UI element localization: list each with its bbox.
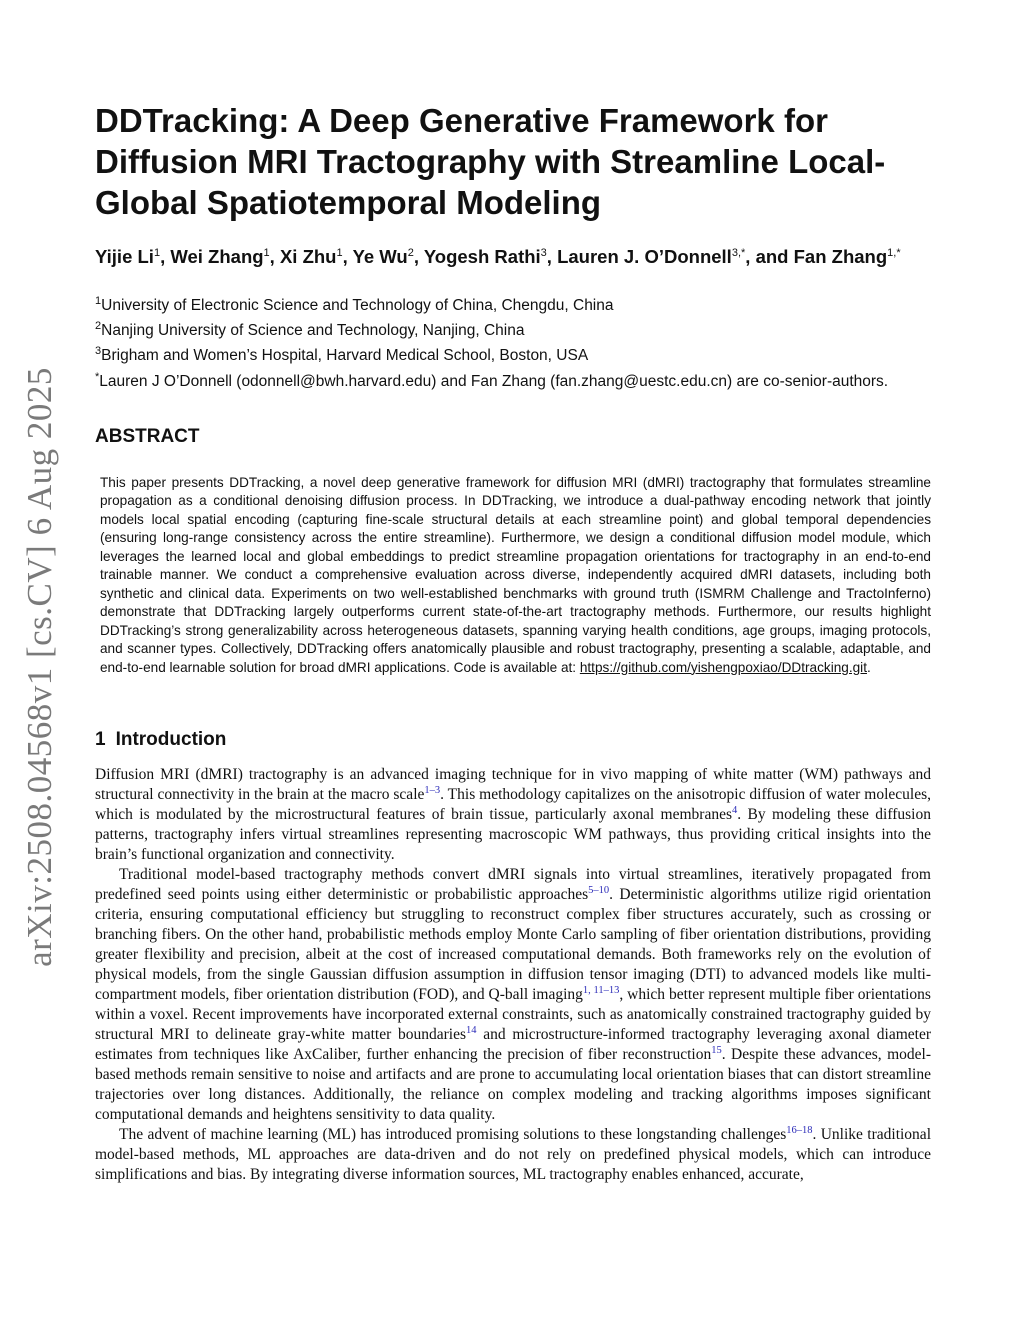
author-name: Fan Zhang [793, 246, 888, 268]
affiliation-line [95, 316, 931, 341]
affiliation-mark: 3 [95, 345, 102, 358]
abstract-heading: ABSTRACT [95, 425, 200, 447]
author-separator: , [160, 246, 171, 268]
affiliation-text: Nanjing University of Science and Technology, Nanjing, China [101, 322, 525, 340]
paragraph-text: Traditional model-based tractography methods convert dMRI signals into virtual streamlines, iteratively propagated from predefined seed points using either deterministic or probabilistic approaches [95, 866, 931, 904]
author-affiliation-mark: 1 [263, 247, 270, 259]
author-separator: , [269, 246, 280, 268]
abstract-end: . [866, 659, 871, 675]
author-separator: , and [745, 246, 794, 268]
author-separator: , [546, 246, 558, 268]
affiliation-line [95, 341, 931, 366]
affiliation-line [95, 291, 931, 316]
affiliation-list [95, 291, 931, 392]
paragraph-text: , which better represent multiple fiber orientations within a voxel. Recent improvements have incorporated external constraints, such as anatomically constrained tractography guided by structural MRI to delineate gray-white matter boundaries [95, 986, 931, 1044]
code-repository-link[interactable]: https://github.com/yishengpoxiao/DDtracking.git [579, 659, 867, 675]
affiliation-mark: 2 [95, 320, 102, 333]
citation-link[interactable]: 14 [466, 1025, 477, 1037]
affiliation-text: Brigham and Women’s Hospital, Harvard Medical School, Boston, USA [101, 347, 589, 365]
paragraph-text: and microstructure-informed tractography leveraging axonal diameter estimates from techniques like AxCaliber, further enhancing the precision of fiber reconstruction [95, 1026, 931, 1064]
citation-link[interactable]: 1–3 [424, 785, 441, 797]
paragraph-text: . By modeling these diffusion patterns, tractography infers virtual streamlines representing macroscopic WM pathways, thus providing critical insights into the brain’s functional organization and connectivity. [95, 806, 931, 864]
paragraph-text: . Deterministic algorithms utilize rigid orientation criteria, ensuring computational efficiency but struggling to reconstruct complex fiber structures accurately, such as crossing or branching fibers. On the other hand, probabilistic methods employ Monte Carlo sampling of fiber orientation distributions, providing greater flexibility and precision, albeit at the cost of increased computational demands. Both frameworks rely on the evolution of physical models, from the single Gaussian diffusion assumption in diffusion tensor imaging (DTI) to advanced models like multi-compartment models, fiber orientation distribution (FOD), and Q-ball imaging [95, 886, 931, 1004]
paragraph-text: . Unlike traditional model-based methods, ML approaches are data-driven and do not rely on predefined physical models, which can introduce simplifications and bias. By integrating diverse information sources, ML tractography enables enhanced, accurate, [95, 1126, 931, 1184]
author-separator: , [342, 246, 353, 268]
section-heading-introduction [95, 729, 931, 751]
citation-link[interactable]: 1, 11–13 [582, 985, 620, 997]
paragraph-text: . This methodology capitalizes on the anisotropic diffusion of water molecules, which is modulated by the microstructural features of brain tissue, particularly axonal membranes [95, 786, 931, 824]
affiliation-line [95, 367, 931, 392]
author-affiliation-mark: 3,* [731, 247, 746, 259]
author-name: Yijie Li [95, 246, 154, 268]
citation-link[interactable]: 15 [711, 1045, 722, 1057]
author-affiliation-mark: 1 [336, 247, 343, 259]
affiliation-mark: 1 [95, 295, 102, 308]
paper-page [95, 100, 931, 1185]
citation-link[interactable]: 4 [732, 805, 738, 817]
paragraph-text: . Despite these advances, model-based methods remain sensitive to noise and artifacts and are prone to accumulating local orientation biases that can distort streamline trajectories over long distances. Additionally, the reliance on complex modeling and tracking algorithms imposes significant computational demands and heightens sensitivity to data quality. [95, 1046, 931, 1124]
arxiv-sidebar-stamp [10, 367, 70, 967]
abstract-text: This paper presents DDTracking, a novel deep generative framework for diffusion MRI (dMRI) tractography that formulates streamline propagation as a conditional denoising diffusion process. In DDTracking, we introduce a dual-pathway encoding network that jointly models local spatial encoding (capturing fine-scale structural details at each streamline point) and global temporal dependencies (ensuring long-range consistency across the entire streamline). Furthermore, we design a conditional diffusion model module, which leverages the learned local and global embeddings to predict streamline propagation orientations for tractography in an end-to-end trainable manner. We conduct a comprehensive evaluation across diverse, independently acquired dMRI datasets, including both synthetic and clinical data. Experiments on two well-established benchmarks with ground truth (ISMRM Challenge and TractoInferno) demonstrate that DDTracking largely outperforms current state-of-the-art tractography methods. Furthermore, our results highlight DDTracking’s strong generalizability across heterogeneous datasets, spanning varying health conditions, age groups, imaging protocols, and scanner types. Collectively, DDTracking offers anatomically plausible and robust tractography, presenting a scalable, adaptable, and end-to-end learnable solution for broad dMRI applications. Code is available at: [100, 474, 931, 675]
introduction-body [95, 765, 931, 1185]
author-name: Wei Zhang [170, 246, 264, 268]
author-list [95, 241, 931, 269]
author-name: Lauren J. O’Donnell [557, 246, 732, 268]
affiliation-text: University of Electronic Science and Technology of China, Chengdu, China [101, 297, 614, 315]
author-affiliation-mark: 2 [407, 247, 414, 259]
section-number: 1 [95, 729, 106, 751]
author-name: Ye Wu [352, 246, 408, 268]
author-name: Xi Zhu [279, 246, 337, 268]
author-affiliation-mark: 1,* [887, 247, 901, 259]
paragraph-text: The advent of machine learning (ML) has introduced promising solutions to these longstanding challenges [119, 1126, 787, 1144]
citation-link[interactable]: 5–10 [588, 885, 610, 897]
author-affiliation-mark: 1 [153, 247, 161, 259]
affiliation-text: Lauren J O’Donnell (odonnell@bwh.harvard.edu) and Fan Zhang (fan.zhang@uestc.edu.cn) are co-senior-authors. [99, 372, 889, 390]
affiliation-mark: * [95, 370, 100, 383]
paragraph [95, 865, 931, 1125]
author-affiliation-mark: 3 [540, 247, 547, 259]
abstract-body [100, 474, 931, 678]
arxiv-identifier: arXiv:2508.04568v1 [cs.CV] 6 Aug 2025 [20, 367, 59, 967]
paper-title: DDTracking: A Deep Generative Framework for Diffusion MRI Tractography with Streamline Local-Global Spatiotemporal Modeling [95, 102, 886, 221]
paragraph-text: Diffusion MRI (dMRI) tractography is an advanced imaging technique for in vivo mapping of white matter (WM) pathways and structural connectivity in the brain at the macro scale [95, 766, 931, 804]
paragraph [95, 1125, 931, 1185]
section-title: Introduction [115, 729, 227, 751]
author-name: Yogesh Rathi [423, 246, 541, 268]
paragraph [95, 765, 931, 865]
citation-link[interactable]: 16–18 [786, 1125, 813, 1137]
author-separator: , [413, 246, 424, 268]
